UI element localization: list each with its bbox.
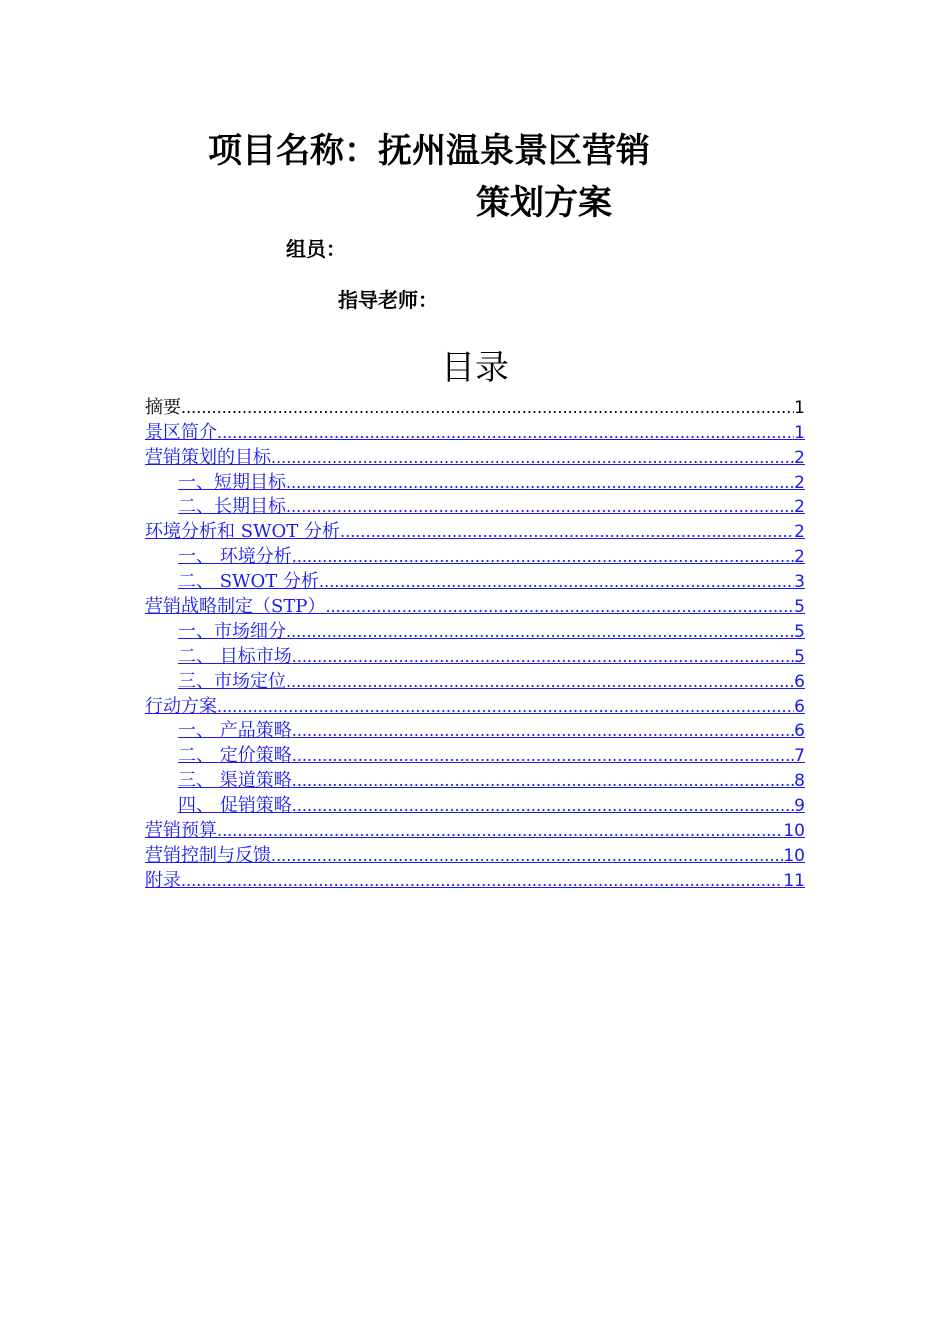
toc-entry-label: 附录 [145,869,181,891]
toc-entry-page-number: 6 [794,671,805,692]
toc-entry-page-number: 2 [794,522,805,543]
toc-entry-label: 二、 目标市场 [178,645,292,667]
toc-entry-page-number: 10 [783,821,805,842]
toc-leader-dots [325,596,794,618]
toc-leader-dots [292,745,794,767]
toc-entry-page-number: 2 [794,497,805,518]
toc-entry-label: 景区简介 [145,421,217,443]
toc-entry-page-number: 10 [783,845,805,866]
toc-entry[interactable] [145,419,805,444]
toc-entry[interactable] [145,543,805,568]
toc-leader-dots [217,820,783,842]
toc-entry-label: 二、 定价策略 [178,745,292,767]
toc-entry-label: 环境分析和 SWOT 分析 [145,521,341,543]
toc-entry[interactable] [145,767,805,792]
toc-entry-page-number: 1 [794,397,805,418]
toc-entry-page-number: 2 [794,472,805,493]
toc-leader-dots [181,397,794,419]
toc-entry-page-number: 5 [794,621,805,642]
toc-entry-label: 三、市场定位 [178,670,286,692]
toc-entry[interactable] [145,593,805,618]
toc-entry-page-number: 6 [794,721,805,742]
toc-leader-dots [292,770,794,792]
toc-entry[interactable] [145,718,805,743]
toc-entry[interactable] [145,693,805,718]
toc-entry-label: 一、市场细分 [178,620,286,642]
toc-entry-label: 一、 环境分析 [178,546,292,568]
toc-leader-dots [292,646,794,668]
toc-leader-dots [340,521,794,543]
toc-leader-dots [217,422,794,444]
advisor-label: 指导老师： [338,288,438,312]
toc-entry-label: 三、 渠道策略 [178,770,292,792]
toc-entry[interactable] [145,518,805,543]
toc-entry[interactable] [145,792,805,817]
toc-leader-dots [292,795,794,817]
toc-entry[interactable] [145,742,805,767]
toc-entry[interactable] [145,668,805,693]
document-title-line-1: 项目名称：抚州温泉景区营销 [208,131,650,171]
toc-entry-page-number: 5 [794,646,805,667]
toc-entry-label: 行动方案 [145,695,217,717]
toc-entry-page-number: 2 [794,447,805,468]
toc-leader-dots [271,447,794,469]
toc-leader-dots [217,696,794,718]
toc-leader-dots [286,621,794,643]
toc-entry-label: 二、长期目标 [178,496,286,518]
toc-entry[interactable] [145,618,805,643]
toc-entry[interactable] [145,469,805,494]
document-title-line-2: 策划方案 [476,183,612,223]
toc-entry-page-number: 1 [794,422,805,443]
toc-leader-dots [181,870,783,892]
toc-leader-dots [286,496,794,518]
toc-entry-label: 一、 产品策略 [178,720,292,742]
toc-entry[interactable] [145,444,805,469]
table-of-contents [145,394,805,892]
toc-entry-page-number: 7 [794,746,805,767]
toc-entry-label: 营销策划的目标 [145,446,271,468]
toc-entry[interactable] [145,568,805,593]
toc-entry-page-number: 2 [794,547,805,568]
toc-entry-label: 二、 SWOT 分析 [178,571,320,593]
toc-entry-page-number: 5 [794,597,805,618]
toc-leader-dots [286,472,794,494]
members-label: 组员： [286,237,346,261]
toc-entry-page-number: 11 [783,870,805,891]
toc-entry-label: 摘要 [145,396,181,418]
toc-entry-page-number: 3 [794,572,805,593]
toc-entry[interactable] [145,643,805,668]
toc-entry[interactable] [145,842,805,867]
toc-leader-dots [319,571,794,593]
toc-entry-page-number: 8 [794,771,805,792]
toc-entry-label: 营销预算 [145,820,217,842]
toc-entry-page-number: 6 [794,696,805,717]
toc-leader-dots [271,845,783,867]
toc-entry[interactable] [145,867,805,892]
toc-entry-label: 营销控制与反馈 [145,844,271,866]
toc-entry[interactable] [145,494,805,519]
toc-heading: 目录 [441,348,509,388]
toc-entry [145,394,805,419]
toc-entry-label: 四、 促销策略 [178,795,292,817]
toc-entry[interactable] [145,817,805,842]
toc-entry-label: 营销战略制定（STP） [145,596,326,618]
toc-entry-label: 一、短期目标 [178,471,286,493]
toc-leader-dots [292,546,794,568]
toc-entry-page-number: 9 [794,796,805,817]
toc-leader-dots [286,671,794,693]
toc-leader-dots [292,720,794,742]
